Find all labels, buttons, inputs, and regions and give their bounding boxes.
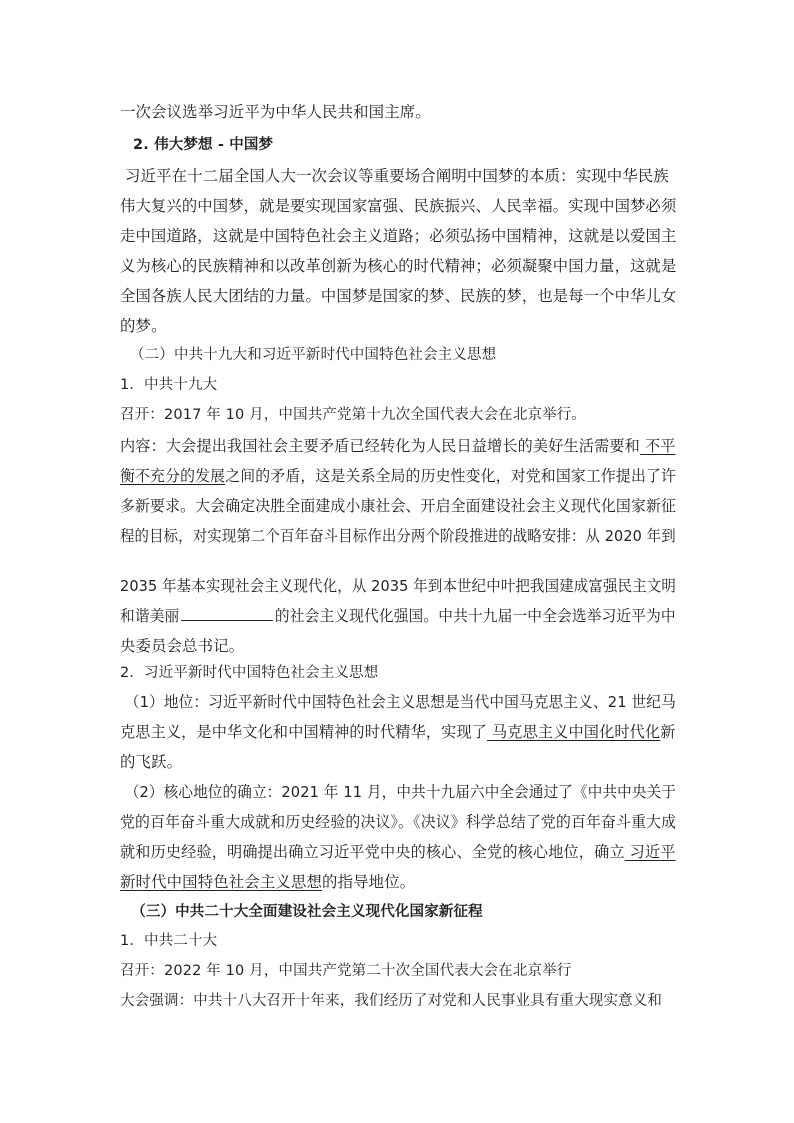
text-line: （2）核心地位的确立：2021 年 11 月，中共十九届六中全会通过了《中共中央关于 xyxy=(120,783,677,801)
text-line: 的飞跃。 xyxy=(120,753,183,771)
text-line: 央委员会总书记。 xyxy=(120,637,245,655)
text-line: 伟大复兴的中国梦，就是要实现国家富强、民族振兴、人民幸福。实现中国梦必须 xyxy=(120,197,677,215)
text-line: （1）地位：习近平新时代中国特色社会主义思想是当代中国马克思主义、21 世纪马 xyxy=(120,693,676,711)
section-heading-3: （三）中共二十大全面建设社会主义现代化国家新征程 xyxy=(126,904,483,920)
text-segment: 的指导地位。 xyxy=(322,873,416,891)
text-line: 党的百年奋斗重大成就和历史经验的决议》。《决议》科学总结了党的百年奋斗重大成 xyxy=(120,813,677,831)
text-line: 全国各族人民大团结的力量。中国梦是国家的梦、民族的梦，也是每一个中华儿女 xyxy=(120,287,677,305)
text-segment: 内容：大会提出我国社会主要矛盾已经转化为人民日益增长的美好生活需要和 xyxy=(120,437,640,455)
text-line: 2035 年基本实现社会主义现代化，从 2035 年到本世纪中叶把我国建成富强民主文明 xyxy=(120,577,676,595)
text-line: 召开：2017 年 10 月，中国共产党第十九次全国代表大会在北京举行。 xyxy=(120,407,587,423)
underlined-answer: 习近平 xyxy=(624,843,676,861)
subsection-heading: 1．中共十九大 xyxy=(120,377,218,393)
underlined-answer: 新时代中国特色社会主义思想 xyxy=(120,873,323,891)
text-line xyxy=(120,842,676,862)
fill-in-blank[interactable] xyxy=(181,606,273,621)
text-line: 的梦。 xyxy=(120,317,167,335)
text-line: 习近平在十二届全国人大一次会议等重要场合阐明中国梦的本质：实现中华民族 xyxy=(120,167,669,185)
subsection-heading: 2．习近平新时代中国特色社会主义思想 xyxy=(120,665,379,681)
text-line: 召开：2022 年 10 月，中国共产党第二十次全国代表大会在北京举行 xyxy=(120,963,572,979)
text-line: 走中国道路，这就是中国特色社会主义道路；必须弘扬中国精神，这就是以爱国主 xyxy=(120,227,677,245)
text-segment: 新 xyxy=(660,723,676,741)
text-line: 程的目标，对实现第二个百年奋斗目标作出分两个阶段推进的战略安排：从 2020 年到 xyxy=(120,527,676,545)
text-segment: 就和历史经验，明确提出确立习近平党中央的核心、全党的核心地位，确立 xyxy=(120,843,625,861)
text-line xyxy=(120,722,676,742)
text-line xyxy=(120,872,415,892)
text-line xyxy=(120,466,676,486)
underlined-answer: 马克思主义中国化时代化 xyxy=(487,723,661,741)
text-segment: 之间的矛盾，这是关系全局的历史性变化，对党和国家工作提出了许 xyxy=(225,467,677,485)
underlined-answer: 不平 xyxy=(639,437,676,455)
text-line xyxy=(120,436,676,456)
text-line: 义为核心的民族精神和以改革创新为核心的时代精神；必须凝聚中国力量，这就是 xyxy=(120,257,677,275)
text-line xyxy=(120,606,676,626)
text-line: 一次会议选举习近平为中华人民共和国主席。 xyxy=(120,103,431,121)
text-line: 大会强调：中共十八大召开十年来，我们经历了对党和人民事业具有重大现实意义和 xyxy=(120,993,663,1009)
section-heading-2: （二）中共十九大和习近平新时代中国特色社会主义思想 xyxy=(130,347,497,363)
underlined-answer: 衡不充分的发展 xyxy=(120,467,226,485)
text-segment: 和谐美丽 xyxy=(120,607,180,625)
text-segment: 克思主义，是中华文化和中国精神的时代精华，实现了 xyxy=(120,723,488,741)
text-segment: 的社会主义现代化强国。中共十九届一中全会选举习近平为中 xyxy=(274,607,676,625)
text-line: 多新要求。大会确定决胜全面建成小康社会、开启全面建设社会主义现代化国家新征 xyxy=(120,497,677,515)
heading-chinese-dream: 2. 伟大梦想 - 中国梦 xyxy=(133,137,274,153)
subsection-heading: 1．中共二十大 xyxy=(120,933,218,949)
